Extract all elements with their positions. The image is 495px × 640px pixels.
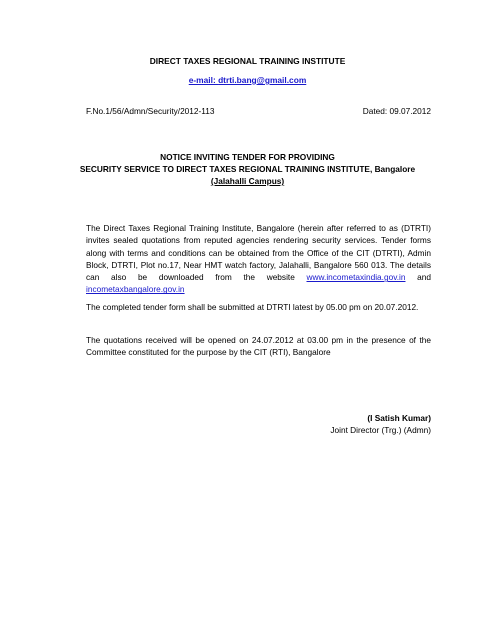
dated: Dated: 09.07.2012 bbox=[362, 106, 431, 116]
paragraph-opening bbox=[86, 334, 431, 359]
para1-line1: The Direct Taxes Regional Training Institute, Bangalore (herein after referred to as (DTRTI) bbox=[86, 223, 431, 233]
para1-line2: invites sealed quotations from reputed agencies rendering security services. Tender forms bbox=[86, 235, 431, 246]
signatory-name: (I Satish Kumar) bbox=[367, 413, 431, 423]
para3-line1: The quotations received will be opened on 24.07.2012 at 03.00 pm in the presence of the bbox=[86, 335, 431, 345]
paragraph-tender-details bbox=[86, 222, 431, 296]
para3-line2: Committee constituted for the purpose by the CIT (RTI), Bangalore bbox=[86, 347, 331, 358]
para1-line3: along with terms and conditions can be obtained from the Office of the CIT (DTRTI), Admin bbox=[86, 247, 431, 258]
para1-line5-w7: website bbox=[266, 272, 295, 283]
para1-line5-w4: downloaded bbox=[158, 272, 204, 283]
website-link-incometaxbangalore[interactable]: incometaxbangalore.gov.in bbox=[86, 284, 185, 295]
notice-heading-line1: NOTICE INVITING TENDER FOR PROVIDING bbox=[160, 152, 335, 162]
institute-title bbox=[0, 56, 495, 66]
notice-heading-line3: (Jalahalli Campus) bbox=[210, 176, 285, 186]
and-text: and bbox=[417, 272, 431, 283]
para1-line5-w2: also bbox=[111, 272, 127, 283]
email-link[interactable]: dtrti.bang@gmail.com bbox=[218, 75, 307, 85]
email-line bbox=[0, 75, 495, 85]
website-link-incometaxindia[interactable]: www.incometaxindia.gov.in bbox=[306, 272, 406, 283]
para1-line5-w6: the bbox=[243, 272, 256, 283]
paragraph-submission: The completed tender form shall be submitted at DTRTI latest by 05.00 pm on 20.07.2012. bbox=[86, 302, 419, 312]
para1-line5-w1: can bbox=[86, 272, 100, 283]
notice-heading-line2: SECURITY SERVICE TO DIRECT TAXES REGIONAL TRAINING INSTITUTE, Bangalore bbox=[79, 164, 416, 174]
para1-line4: Block, DTRTI, Plot no.17, Near HMT watch factory, Jalahalli, Bangalore 560 013. The details bbox=[86, 259, 431, 270]
para1-line5-w5: from bbox=[215, 272, 232, 283]
para1-line5-w3: be bbox=[137, 272, 148, 283]
signatory-designation: Joint Director (Trg.) (Admn) bbox=[330, 425, 431, 435]
institute-title-text: DIRECT TAXES REGIONAL TRAINING INSTITUTE bbox=[149, 56, 346, 66]
email-label: e-mail: bbox=[188, 75, 219, 85]
file-number: F.No.1/56/Admn/Security/2012-113 bbox=[86, 106, 215, 116]
para1-line5 bbox=[86, 271, 431, 283]
